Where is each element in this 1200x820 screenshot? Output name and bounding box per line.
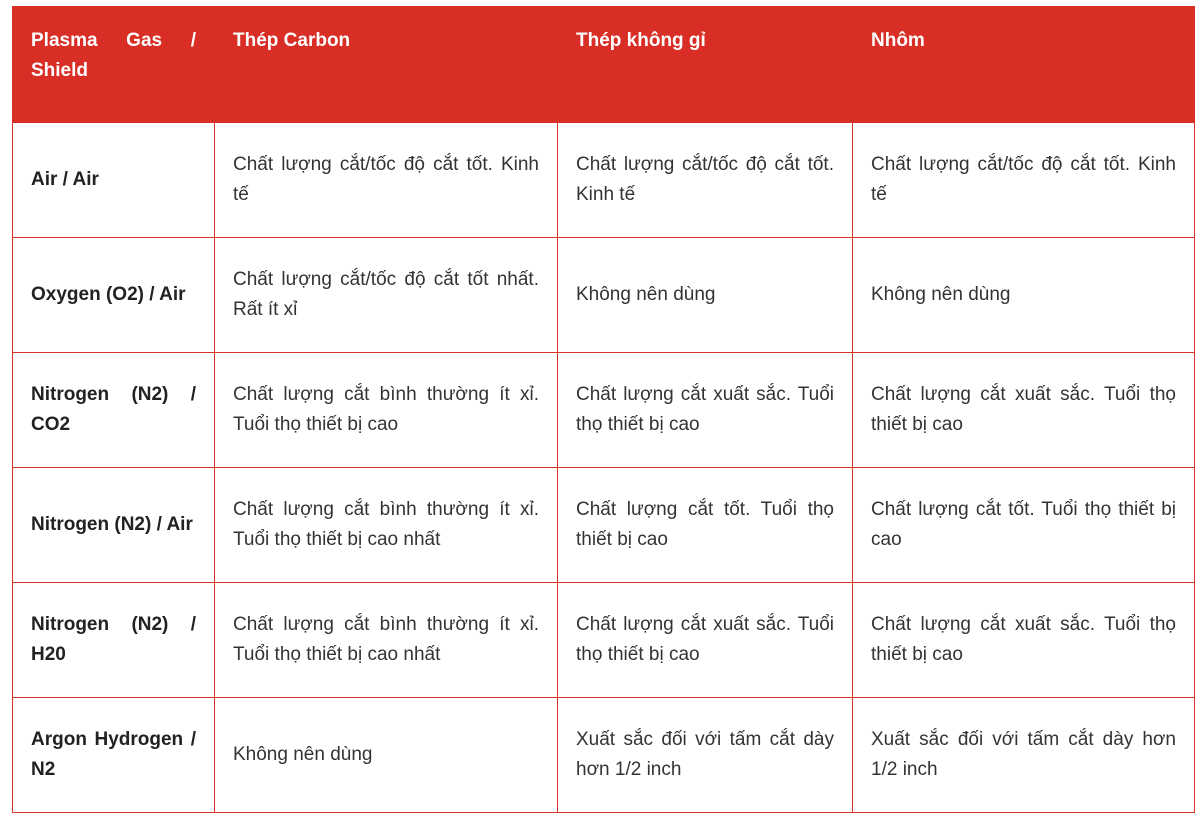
cell-aluminum: Chất lượng cắt xuất sắc. Tuổi thọ thiết bị cao: [853, 353, 1195, 468]
plasma-gas-comparison-table: [12, 6, 1195, 813]
cell-aluminum: Chất lượng cắt tốt. Tuổi thọ thiết bị cao: [853, 468, 1195, 583]
row-gas-label: Air / Air: [13, 123, 215, 238]
cell-stainless-steel: Xuất sắc đối với tấm cắt dày hơn 1/2 inch: [558, 698, 853, 813]
cell-carbon-steel: Chất lượng cắt/tốc độ cắt tốt nhất. Rất ít xỉ: [215, 238, 558, 353]
cell-carbon-steel: Chất lượng cắt bình thường ít xỉ. Tuổi thọ thiết bị cao nhất: [215, 468, 558, 583]
table-row: [13, 238, 1195, 353]
table-header: [13, 7, 1195, 123]
cell-stainless-steel: Chất lượng cắt/tốc độ cắt tốt. Kinh tế: [558, 123, 853, 238]
table-row: [13, 583, 1195, 698]
row-gas-label: Oxygen (O2) / Air: [13, 238, 215, 353]
table-row: [13, 123, 1195, 238]
cell-carbon-steel: Chất lượng cắt bình thường ít xỉ. Tuổi thọ thiết bị cao nhất: [215, 583, 558, 698]
cell-stainless-steel: Không nên dùng: [558, 238, 853, 353]
cell-stainless-steel: Chất lượng cắt xuất sắc. Tuổi thọ thiết bị cao: [558, 353, 853, 468]
cell-aluminum: Chất lượng cắt xuất sắc. Tuổi thọ thiết bị cao: [853, 583, 1195, 698]
table-row: [13, 468, 1195, 583]
header-carbon-steel: Thép Carbon: [215, 7, 558, 123]
row-gas-label: Argon Hydrogen / N2: [13, 698, 215, 813]
header-aluminum: Nhôm: [853, 7, 1195, 123]
cell-carbon-steel: Chất lượng cắt bình thường ít xỉ. Tuổi thọ thiết bị cao: [215, 353, 558, 468]
row-gas-label: Nitrogen (N2) / H20: [13, 583, 215, 698]
cell-aluminum: Xuất sắc đối với tấm cắt dày hơn 1/2 inch: [853, 698, 1195, 813]
header-stainless-steel: Thép không gỉ: [558, 7, 853, 123]
cell-aluminum: Chất lượng cắt/tốc độ cắt tốt. Kinh tế: [853, 123, 1195, 238]
cell-stainless-steel: Chất lượng cắt tốt. Tuổi thọ thiết bị cao: [558, 468, 853, 583]
cell-stainless-steel: Chất lượng cắt xuất sắc. Tuổi thọ thiết bị cao: [558, 583, 853, 698]
row-gas-label: Nitrogen (N2) / Air: [13, 468, 215, 583]
cell-carbon-steel: Chất lượng cắt/tốc độ cắt tốt. Kinh tế: [215, 123, 558, 238]
header-plasma-gas-shield: Plasma Gas / Shield: [13, 7, 215, 123]
table-wrapper: [12, 6, 1195, 813]
table-row: [13, 353, 1195, 468]
row-gas-label: Nitrogen (N2) / CO2: [13, 353, 215, 468]
table-row: [13, 698, 1195, 813]
table-body: [13, 123, 1195, 813]
cell-carbon-steel: Không nên dùng: [215, 698, 558, 813]
cell-aluminum: Không nên dùng: [853, 238, 1195, 353]
header-row: [13, 7, 1195, 123]
